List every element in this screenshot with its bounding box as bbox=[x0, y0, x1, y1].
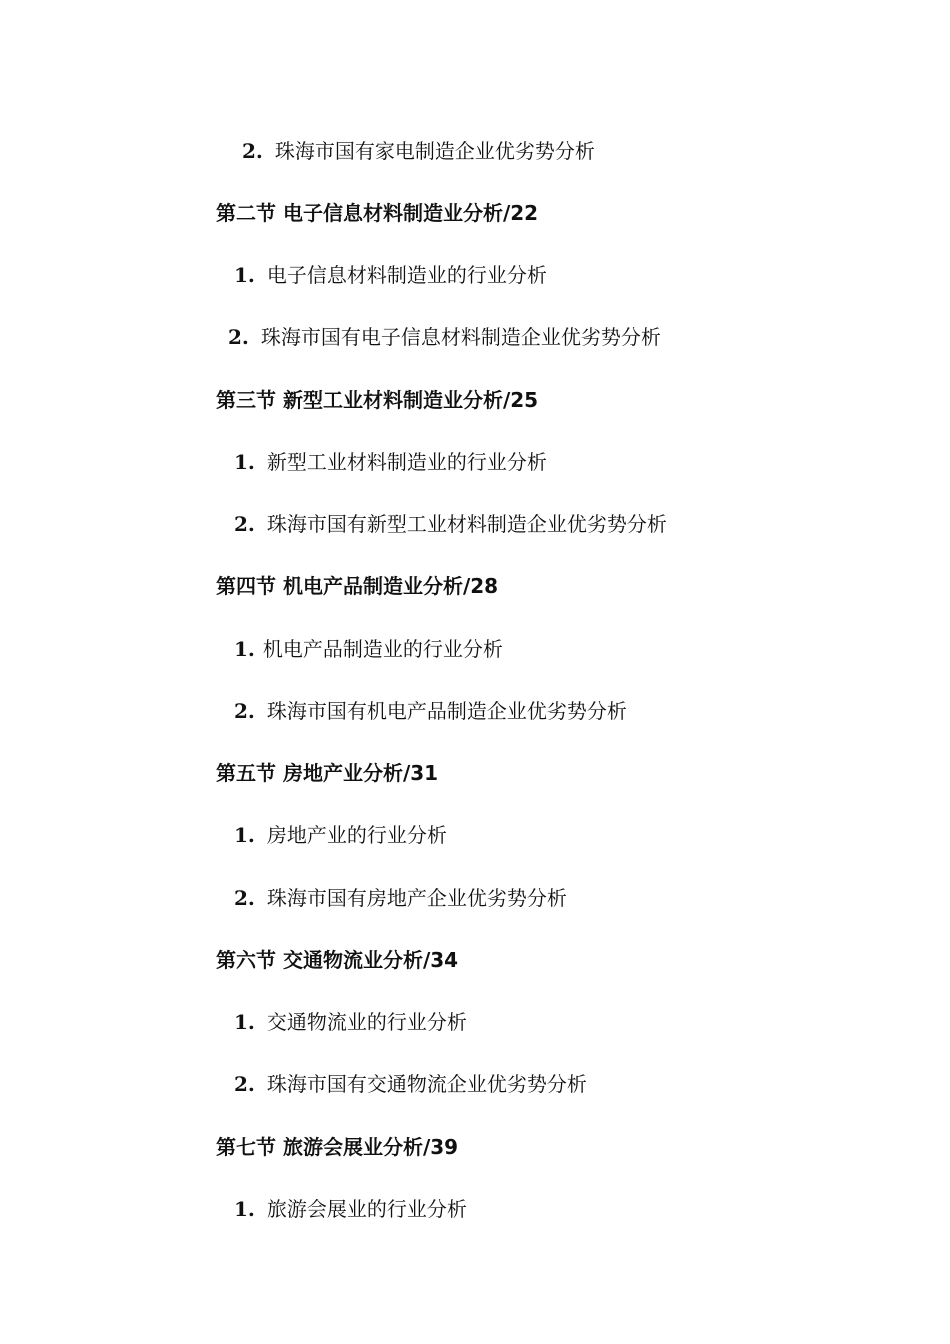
toc-item bbox=[234, 262, 547, 288]
toc-item bbox=[234, 885, 567, 911]
item-text: 珠海市国有房地产企业优劣势分析 bbox=[266, 886, 567, 910]
item-number: 2. bbox=[234, 512, 255, 536]
item-number: 1. bbox=[234, 637, 255, 661]
item-text: 珠海市国有交通物流企业优劣势分析 bbox=[266, 1072, 587, 1096]
section-heading: 第三节 新型工业材料制造业分析/25 bbox=[216, 388, 539, 412]
item-number: 2. bbox=[234, 886, 255, 910]
section-heading: 第五节 房地产业分析/31 bbox=[216, 761, 439, 785]
item-number: 2. bbox=[228, 325, 249, 349]
item-text: 旅游会展业的行业分析 bbox=[266, 1197, 467, 1221]
section-heading: 第二节 电子信息材料制造业分析/22 bbox=[216, 201, 539, 225]
item-number: 1. bbox=[234, 1197, 255, 1221]
toc-item bbox=[234, 822, 447, 848]
item-text: 新型工业材料制造业的行业分析 bbox=[266, 450, 547, 474]
item-text: 珠海市国有新型工业材料制造企业优劣势分析 bbox=[266, 512, 667, 536]
item-number: 2. bbox=[234, 1072, 255, 1096]
item-text: 机电产品制造业的行业分析 bbox=[262, 637, 503, 661]
toc-item bbox=[242, 138, 595, 164]
item-text: 交通物流业的行业分析 bbox=[266, 1010, 467, 1034]
toc-item bbox=[234, 449, 547, 475]
item-text: 房地产业的行业分析 bbox=[266, 823, 447, 847]
item-number: 1. bbox=[234, 1010, 255, 1034]
toc-item bbox=[234, 1009, 467, 1035]
item-text: 珠海市国有家电制造企业优劣势分析 bbox=[274, 139, 595, 163]
section-heading: 第四节 机电产品制造业分析/28 bbox=[216, 574, 499, 598]
item-number: 2. bbox=[234, 699, 255, 723]
toc-item bbox=[228, 324, 661, 350]
item-text: 珠海市国有电子信息材料制造企业优劣势分析 bbox=[260, 325, 661, 349]
section-heading: 第六节 交通物流业分析/34 bbox=[216, 948, 459, 972]
item-number: 2. bbox=[242, 139, 263, 163]
toc-item bbox=[234, 511, 667, 537]
item-text: 电子信息材料制造业的行业分析 bbox=[266, 263, 547, 287]
section-heading: 第七节 旅游会展业分析/39 bbox=[216, 1135, 459, 1159]
toc-item bbox=[234, 1196, 467, 1222]
toc-item bbox=[234, 636, 503, 662]
item-number: 1. bbox=[234, 263, 255, 287]
item-number: 1. bbox=[234, 823, 255, 847]
toc-item bbox=[234, 1071, 587, 1097]
toc-item bbox=[234, 698, 627, 724]
item-number: 1. bbox=[234, 450, 255, 474]
item-text: 珠海市国有机电产品制造企业优劣势分析 bbox=[266, 699, 627, 723]
